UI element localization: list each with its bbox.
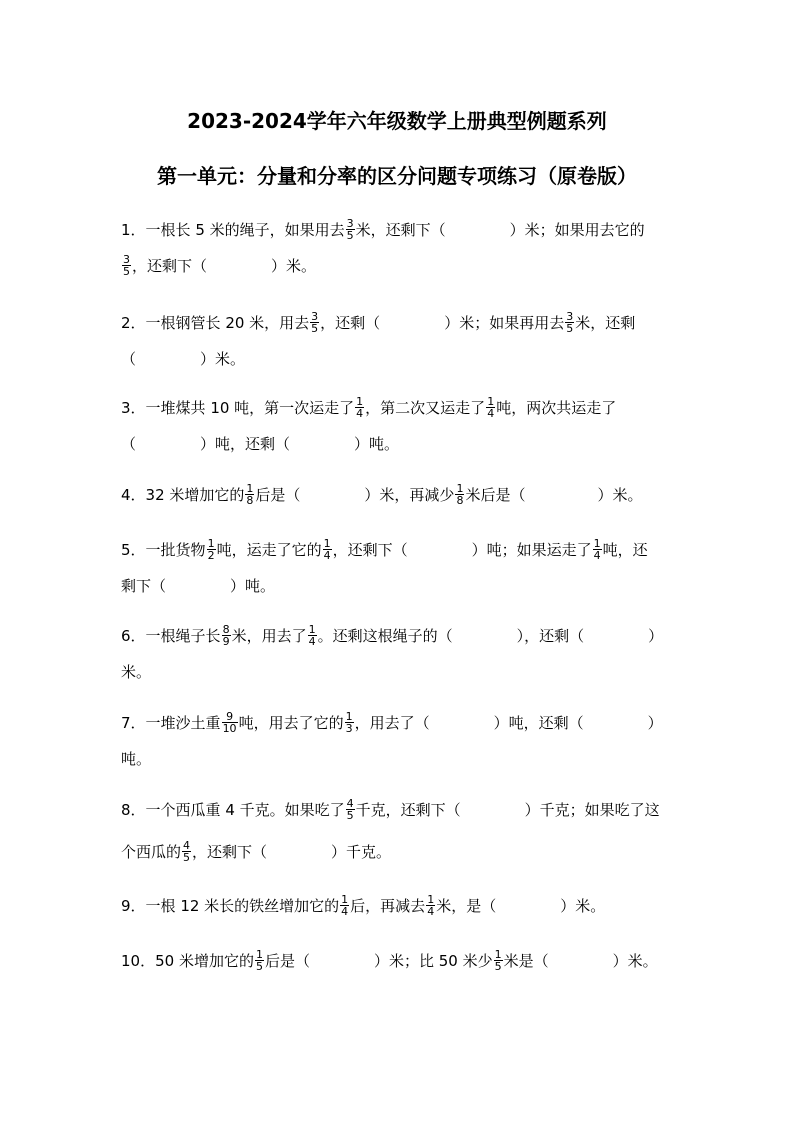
question-text: ）米；如果再用去 xyxy=(444,314,565,332)
fraction: $\frac{1}{4}$ xyxy=(323,537,331,562)
question-number: 6． xyxy=(121,627,146,645)
question-text: 吨，用去了它的 xyxy=(238,714,344,732)
question-text: 。还剩这根绳子的（ xyxy=(317,627,453,645)
question-text: 吨，两次共运走了 xyxy=(496,399,617,417)
question-text: 吨，运走了它的 xyxy=(216,541,322,559)
question-text: 个西瓜的 xyxy=(121,843,182,861)
question-text: 一堆沙土重 xyxy=(145,714,221,732)
question-text: 一根长 5 米的绳子，如果用去 xyxy=(145,221,345,239)
question-text: ）米。 xyxy=(597,486,643,504)
question-text: 剩下（ xyxy=(121,577,167,595)
question-text: 一根绳子长 xyxy=(145,627,221,645)
fraction: $\frac{9}{10}$ xyxy=(222,710,237,735)
question-number: 8． xyxy=(121,801,146,819)
question-text: ）吨，还剩（ xyxy=(200,435,291,453)
question-text: ） xyxy=(647,714,663,732)
question-text: ，还剩下（ xyxy=(192,843,268,861)
question-text: ，还剩下（ xyxy=(332,541,408,559)
question-text: ）米；比 50 米少 xyxy=(373,952,493,970)
question-1 xyxy=(121,212,681,284)
question-number: 4． xyxy=(121,486,146,504)
question-text: （ xyxy=(121,350,137,368)
fraction: $\frac{1}{8}$ xyxy=(246,482,254,507)
question-number: 3． xyxy=(121,399,146,417)
fraction: $\frac{1}{4}$ xyxy=(341,893,349,918)
fraction: $\frac{1}{4}$ xyxy=(487,395,495,420)
question-number: 9． xyxy=(121,897,146,915)
question-9 xyxy=(121,888,681,924)
fraction: $\frac{1}{4}$ xyxy=(356,395,364,420)
question-text: 米，是（ xyxy=(436,897,497,915)
question-8 xyxy=(121,792,681,870)
question-text: ）米，再减少 xyxy=(364,486,455,504)
question-text: 米后是（ xyxy=(465,486,526,504)
question-text: （ xyxy=(121,435,137,453)
question-text: 后，再减去 xyxy=(350,897,426,915)
question-text: ）米；如果用去它的 xyxy=(509,221,645,239)
question-text: 一根钢管长 20 米，用去 xyxy=(145,314,310,332)
page-subtitle: 第一单元：分量和分率的区分问题专项练习（原卷版） xyxy=(157,164,637,188)
question-text: 后是（ xyxy=(255,486,301,504)
question-number: 7． xyxy=(121,714,146,732)
question-3 xyxy=(121,390,681,462)
fraction: $\frac{3}{5}$ xyxy=(123,253,130,278)
question-4 xyxy=(121,477,681,513)
fraction: $\frac{3}{5}$ xyxy=(346,217,354,242)
question-text: 米，还剩 xyxy=(575,314,636,332)
question-text: ）吨，还剩（ xyxy=(493,714,584,732)
question-text: 米是（ xyxy=(503,952,549,970)
fraction: $\frac{1}{8}$ xyxy=(456,482,464,507)
question-text: 千克，还剩下（ xyxy=(355,801,461,819)
question-text: ，还剩（ xyxy=(320,314,381,332)
question-text: 一批货物 xyxy=(145,541,206,559)
question-text: 米，用去了 xyxy=(231,627,307,645)
question-text: ，还剩下（ xyxy=(132,257,208,275)
question-text: 一根 12 米长的铁丝增加它的 xyxy=(145,897,340,915)
question-5 xyxy=(121,532,681,604)
question-10 xyxy=(121,943,681,979)
question-text: ）米。 xyxy=(560,897,606,915)
question-text: 吨。 xyxy=(121,750,152,768)
question-text: ）千克；如果吃了这 xyxy=(524,801,660,819)
question-text: ）吨；如果运走了 xyxy=(471,541,592,559)
fraction: $\frac{1}{4}$ xyxy=(593,537,601,562)
question-6 xyxy=(121,618,681,690)
fraction: $\frac{4}{5}$ xyxy=(346,797,354,822)
question-text: 后是（ xyxy=(264,952,310,970)
fraction: $\frac{1}{5}$ xyxy=(494,948,502,973)
question-text: 米。 xyxy=(121,663,152,681)
fraction: $\frac{1}{2}$ xyxy=(207,537,215,562)
question-number: 1． xyxy=(121,221,146,239)
question-number: 10． xyxy=(121,952,156,970)
question-text: ），还剩（ xyxy=(516,627,585,645)
question-text: 一堆煤共 10 吨，第一次运走了 xyxy=(145,399,355,417)
question-text: ，第二次又运走了 xyxy=(365,399,486,417)
question-text: 一个西瓜重 4 千克。如果吃了 xyxy=(145,801,345,819)
fraction: $\frac{4}{5}$ xyxy=(183,839,191,864)
question-7 xyxy=(121,705,681,777)
question-text: ）吨。 xyxy=(230,577,276,595)
question-text: ）千克。 xyxy=(331,843,392,861)
question-text: 米，还剩下（ xyxy=(355,221,446,239)
question-text: ）米。 xyxy=(271,257,317,275)
fraction: $\frac{1}{4}$ xyxy=(308,623,316,648)
question-2 xyxy=(121,305,681,377)
question-number: 5． xyxy=(121,541,146,559)
question-text: ，用去了（ xyxy=(354,714,430,732)
fraction: $\frac{3}{5}$ xyxy=(566,310,574,335)
question-text: ）米。 xyxy=(612,952,658,970)
question-text: ） xyxy=(648,627,664,645)
fraction: $\frac{1}{5}$ xyxy=(255,948,263,973)
question-text: 32 米增加它的 xyxy=(145,486,245,504)
fraction: $\frac{8}{9}$ xyxy=(222,623,230,648)
fraction: $\frac{1}{4}$ xyxy=(427,893,435,918)
question-text: 吨，还 xyxy=(602,541,648,559)
fraction: $\frac{1}{3}$ xyxy=(345,710,353,735)
page-title: 2023-2024学年六年级数学上册典型例题系列 xyxy=(187,109,607,133)
question-text: 50 米增加它的 xyxy=(155,952,254,970)
fraction: $\frac{3}{5}$ xyxy=(311,310,319,335)
question-text: ）米。 xyxy=(200,350,246,368)
question-text: ）吨。 xyxy=(354,435,400,453)
question-number: 2． xyxy=(121,314,146,332)
